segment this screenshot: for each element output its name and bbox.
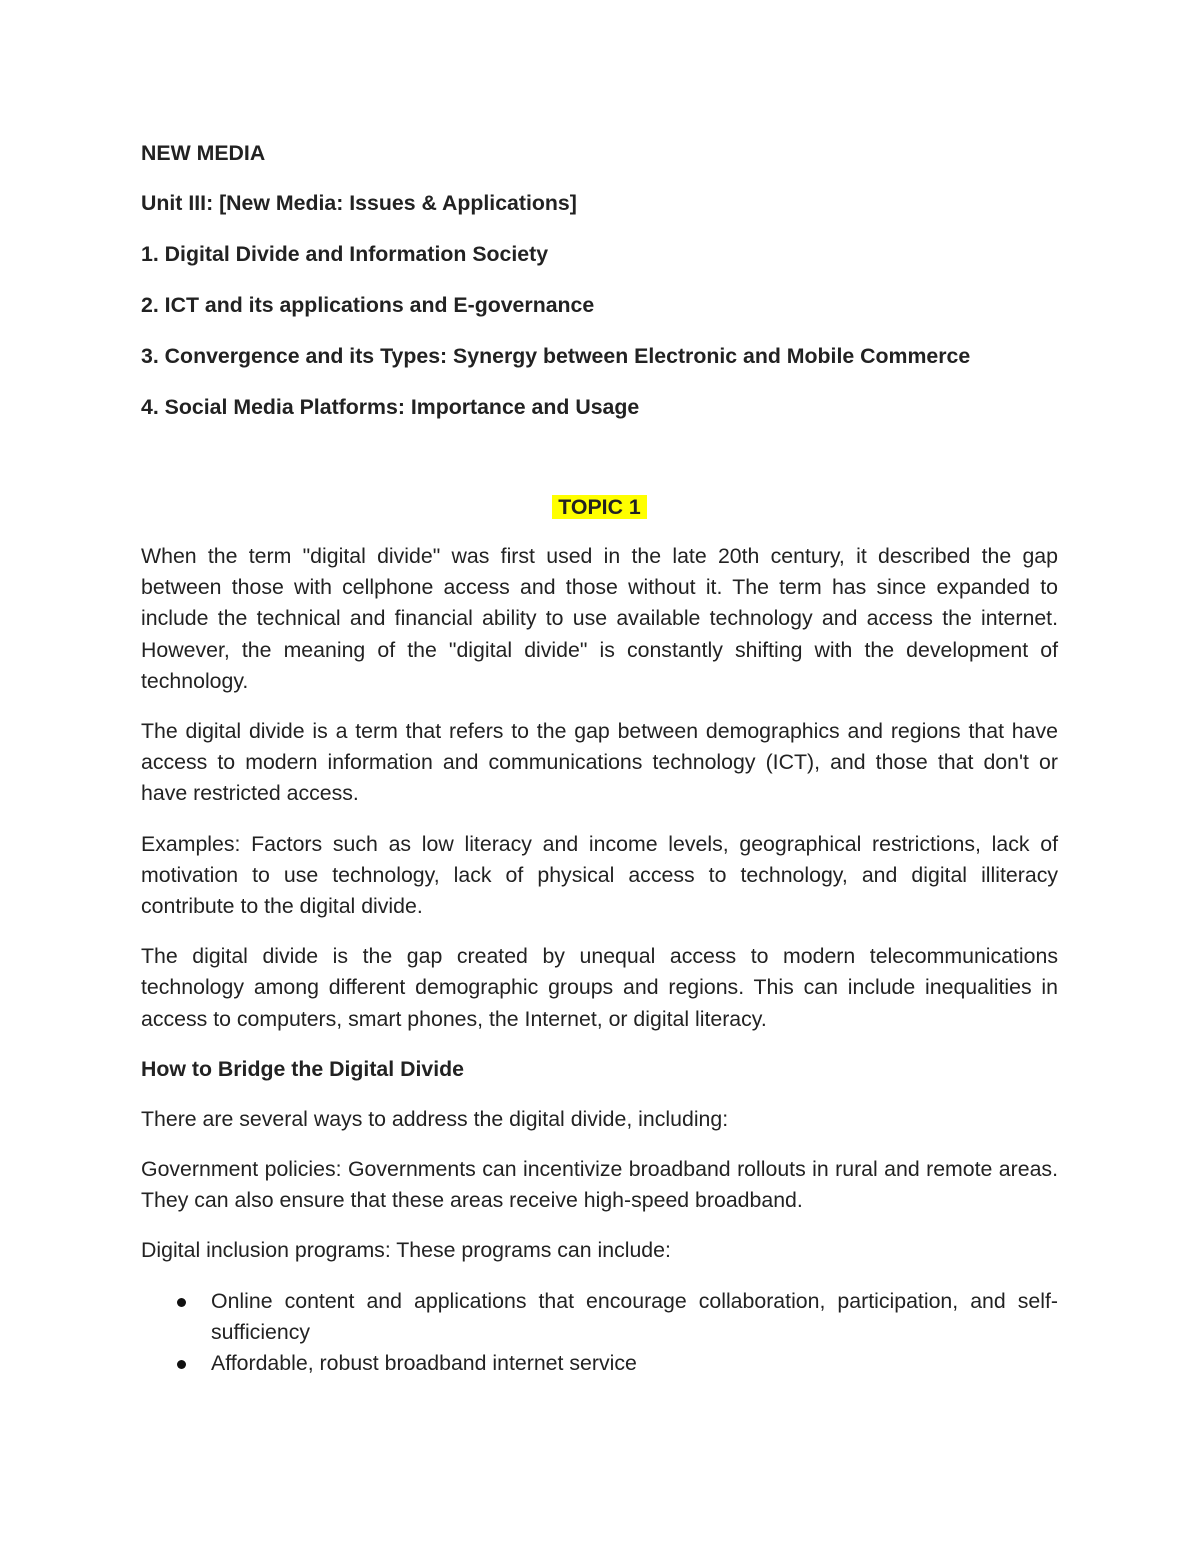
document-page	[141, 138, 1058, 1379]
paragraph-history: When the term "digital divide" was first used in the late 20th century, it described the gap between those with cellphone access and those without it. The term has since expanded to include the technical and financial ability to use available technology and access the internet. However, the meaning of the "digital divide" is constantly shifting with the development of technology.	[141, 544, 1058, 693]
paragraph-gap: The digital divide is the gap created by unequal access to modern telecommunications technology among different demographic groups and regions. This can include inequalities in access to computers, smart phones, the Internet, or digital literacy.	[141, 944, 1058, 1031]
outline-item-3: 3. Convergence and its Types: Synergy between Electronic and Mobile Commerce	[141, 344, 971, 368]
bullet-icon	[177, 1360, 186, 1369]
paragraph-examples: Examples: Factors such as low literacy and income levels, geographical restrictions, lack of motivation to use technology, lack of physical access to technology, and digital illiteracy contribute to the digital divide.	[141, 831, 1058, 919]
bullet-icon	[177, 1298, 186, 1307]
topic-label: TOPIC 1	[552, 495, 646, 519]
outline-item-4: 4. Social Media Platforms: Importance and Usage	[141, 395, 640, 419]
topic-heading	[141, 492, 1058, 523]
section-spacer	[141, 443, 1058, 492]
outline-item-1: 1. Digital Divide and Information Society	[141, 242, 549, 266]
list-item-text: Affordable, robust broadband internet service	[211, 1351, 637, 1376]
list-item-text: Online content and applications that encourage collaboration, participation, and self-sufficiency	[211, 1288, 1058, 1344]
bridge-heading: How to Bridge the Digital Divide	[141, 1056, 465, 1081]
outline-item-2: 2. ICT and its applications and E-governance	[141, 293, 595, 317]
government-policies: Government policies: Governments can incentivize broadband rollouts in rural and remote areas. They can also ensure that these areas receive high-speed broadband.	[141, 1157, 1058, 1213]
inclusion-intro: Digital inclusion programs: These programs can include:	[141, 1238, 671, 1263]
inclusion-list	[141, 1286, 1058, 1380]
document-title: NEW MEDIA	[141, 141, 266, 165]
bridge-intro: There are several ways to address the digital divide, including:	[141, 1106, 729, 1131]
list-item	[141, 1286, 1058, 1348]
list-item	[141, 1348, 1058, 1379]
paragraph-definition: The digital divide is a term that refers to the gap between demographics and regions that have access to modern information and communications technology (ICT), and those that don't or have restricted access.	[141, 719, 1058, 806]
unit-heading: Unit III: [New Media: Issues & Applications]	[141, 191, 577, 215]
